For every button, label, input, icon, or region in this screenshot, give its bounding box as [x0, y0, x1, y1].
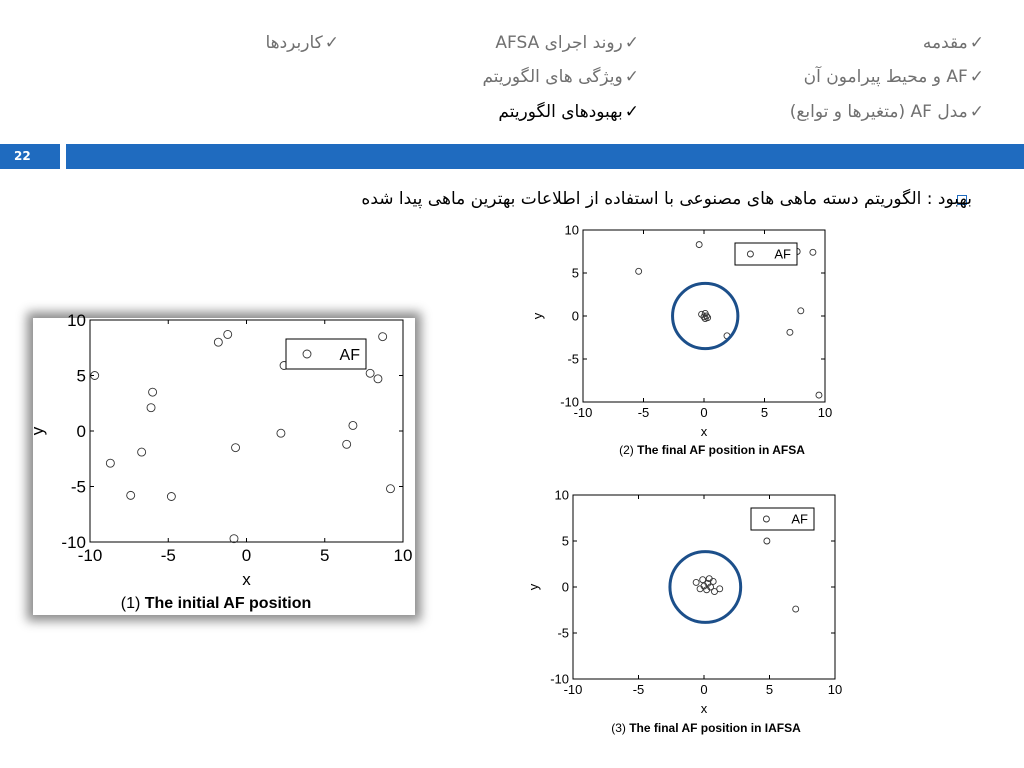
chart-final-afsa [530, 222, 840, 462]
y-tick-label: 5 [561, 533, 569, 549]
x-tick-label: -5 [637, 405, 650, 420]
y-axis-label: y [530, 312, 545, 320]
nav-item-intro[interactable] [923, 33, 984, 53]
legend-label: AF [791, 511, 808, 527]
nav-label: ویژگی های الگوریتم [482, 67, 623, 87]
nav-item-algorithm-features[interactable] [482, 67, 639, 87]
chart-caption [619, 443, 805, 457]
header-bar-fill [66, 144, 1024, 169]
nav-item-algorithm-improvements[interactable] [498, 102, 639, 122]
check-icon: ✓ [969, 67, 984, 87]
caption-number: (3) [611, 721, 630, 735]
check-icon: ✓ [624, 102, 639, 122]
y-axis-label: y [28, 426, 47, 436]
y-tick-label: -10 [61, 532, 86, 552]
caption-title: The initial AF position [144, 595, 312, 612]
nav-label: مدل AF (متغیرها و توابع) [789, 102, 968, 122]
check-icon: ✓ [969, 102, 984, 122]
caption-number: (2) [619, 443, 638, 457]
header-bar [0, 144, 1024, 169]
caption-title: The final AF position in IAFSA [629, 721, 801, 735]
x-tick-label: -5 [160, 546, 176, 565]
chart-final-iafsa [520, 486, 850, 738]
chart-caption [121, 595, 312, 612]
y-tick-label: 10 [554, 487, 569, 503]
nav-label: AF و محیط پیرامون آن [803, 67, 968, 87]
nav-label: روند اجرای AFSA [495, 33, 623, 53]
x-tick-label: 10 [817, 405, 833, 420]
x-tick-label: 5 [320, 546, 330, 565]
x-axis-label: x [700, 701, 708, 716]
x-tick-label: 0 [700, 405, 708, 420]
nav-label: کاربردها [265, 33, 323, 53]
check-icon: ✓ [969, 33, 984, 53]
y-tick-label: -5 [557, 625, 569, 641]
chart-initial-af [28, 310, 418, 617]
legend-label: AF [339, 346, 360, 364]
nav-label: مقدمه [922, 33, 968, 53]
x-axis-label: x [242, 570, 251, 589]
y-tick-label: 10 [564, 222, 579, 238]
y-tick-label: 10 [67, 310, 86, 330]
y-tick-label: -10 [550, 671, 569, 687]
y-tick-label: 5 [76, 366, 86, 386]
nav-item-af-model[interactable] [790, 102, 984, 122]
x-tick-label: 10 [393, 546, 413, 565]
caption-title: The final AF position in AFSA [637, 443, 805, 457]
x-tick-label: 5 [760, 405, 769, 420]
nav-label: بهبودهای الگوریتم [498, 102, 623, 122]
y-tick-label: 5 [571, 265, 579, 281]
x-tick-label: 0 [241, 546, 252, 565]
x-tick-label: 0 [700, 682, 708, 697]
x-tick-label: 5 [765, 682, 774, 697]
y-tick-label: -10 [560, 394, 579, 410]
check-icon: ✓ [624, 67, 639, 87]
legend-label: AF [774, 246, 791, 262]
y-tick-label: -5 [567, 351, 579, 367]
check-icon: ✓ [324, 33, 339, 53]
caption-number: (1) [120, 595, 145, 612]
nav-item-afsa-procedure[interactable] [495, 33, 639, 53]
y-axis-label: y [526, 583, 541, 591]
check-icon: ✓ [624, 33, 639, 53]
y-tick-label: 0 [76, 421, 86, 441]
slide-number: 22 [0, 144, 60, 169]
y-tick-label: -5 [70, 477, 86, 497]
y-tick-label: 0 [571, 308, 579, 324]
bullet-text: بهبود : الگوریتم دسته ماهی های مصنوعی با استفاده از اطلاعات بهترین ماهی پیدا شده [361, 189, 972, 209]
x-tick-label: 10 [827, 682, 843, 697]
x-tick-label: -10 [573, 405, 593, 420]
chart-caption [611, 721, 801, 735]
x-tick-label: -10 [77, 546, 103, 565]
x-tick-label: -10 [563, 682, 583, 697]
x-axis-label: x [700, 424, 708, 439]
y-tick-label: 0 [561, 579, 569, 595]
x-tick-label: -5 [632, 682, 645, 697]
nav-item-af-environment[interactable] [804, 67, 984, 87]
nav-item-applications[interactable] [265, 33, 339, 53]
